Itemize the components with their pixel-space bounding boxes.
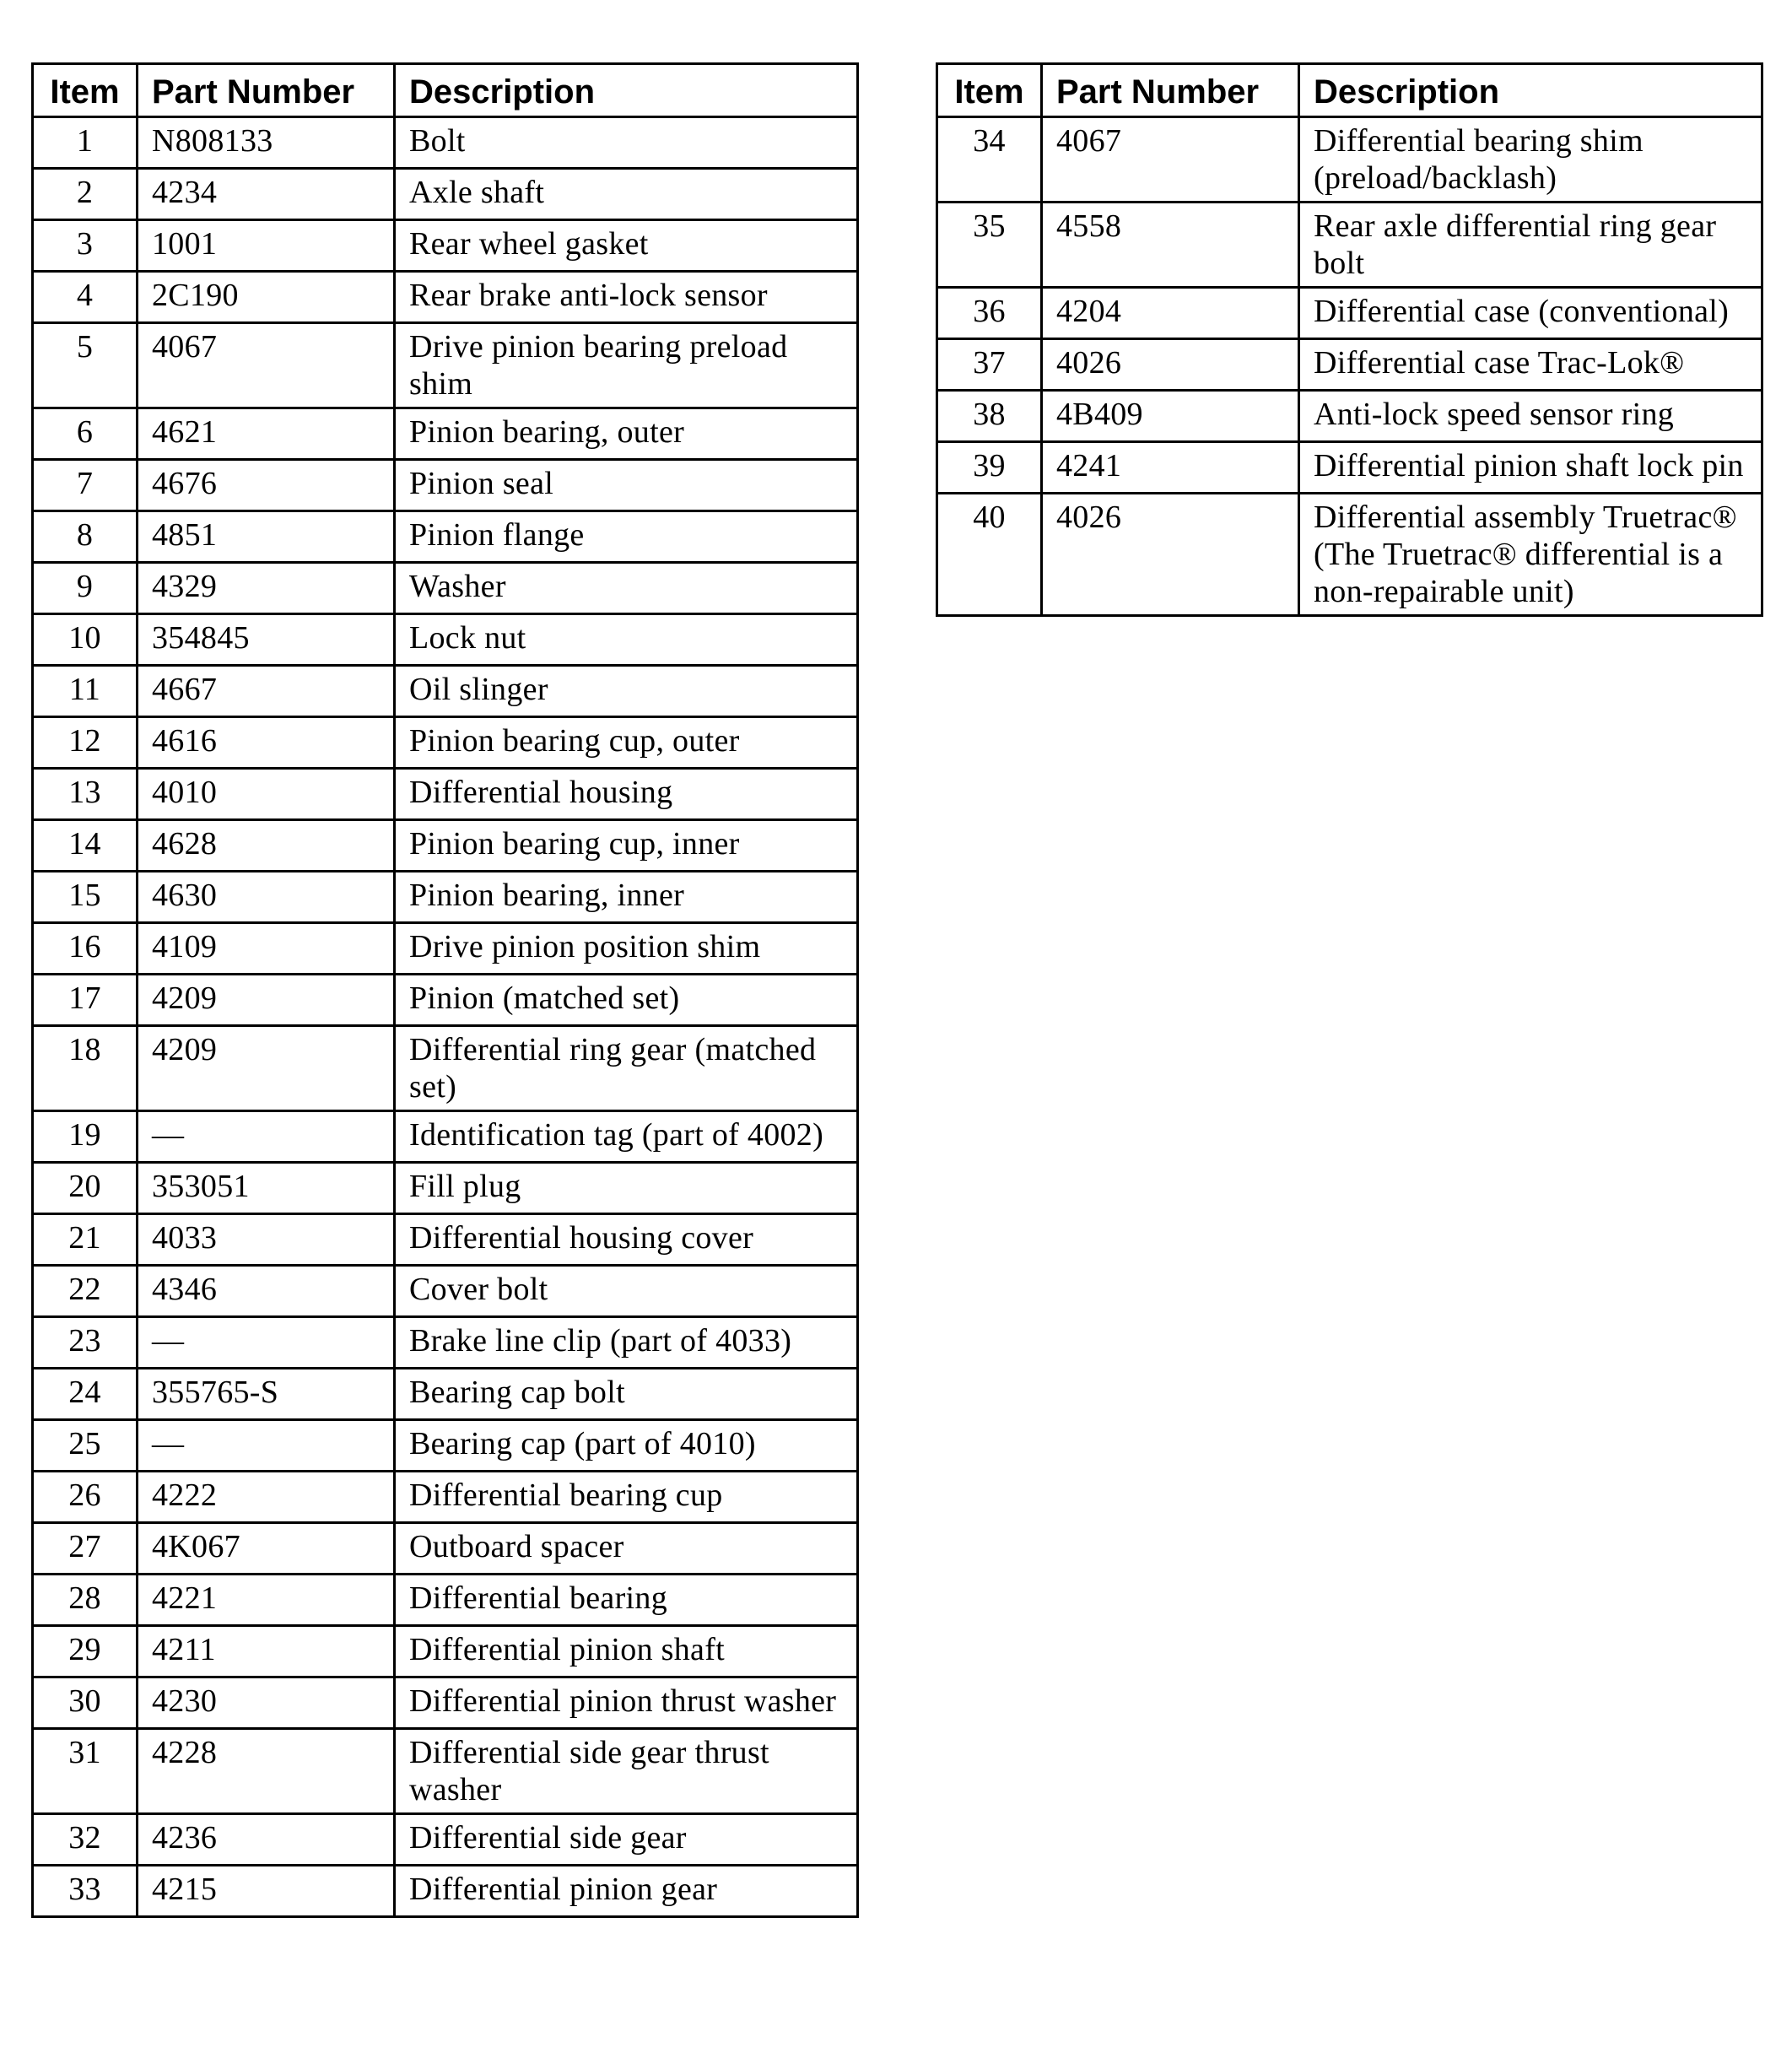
part-number-cell: 4067 — [138, 323, 395, 408]
parts-table-left — [31, 62, 859, 1918]
item-number-cell: 35 — [937, 203, 1042, 288]
part-number-cell: 4221 — [138, 1575, 395, 1626]
table-row — [33, 408, 858, 460]
part-number-cell: 4329 — [138, 563, 395, 614]
item-number-cell: 10 — [33, 614, 138, 666]
description-cell: Outboard spacer — [395, 1523, 858, 1575]
header-description: Description — [1299, 64, 1762, 117]
header-row — [937, 64, 1762, 117]
description-cell: Drive pinion position shim — [395, 923, 858, 975]
part-number-cell: 4228 — [138, 1729, 395, 1814]
item-number-cell: 7 — [33, 460, 138, 511]
item-number-cell: 24 — [33, 1369, 138, 1420]
item-number-cell: 4 — [33, 272, 138, 323]
description-cell: Differential side gear thrust washer — [395, 1729, 858, 1814]
description-cell: Differential pinion shaft lock pin — [1299, 442, 1762, 494]
table-row — [33, 1026, 858, 1111]
part-number-cell: 4B409 — [1042, 391, 1299, 442]
item-number-cell: 14 — [33, 820, 138, 872]
part-number-cell: 4230 — [138, 1677, 395, 1729]
item-number-cell: 6 — [33, 408, 138, 460]
parts-table-left-body — [33, 117, 858, 1917]
description-cell: Differential assembly Truetrac® (The Truetrac® differential is a non-repairable unit) — [1299, 494, 1762, 616]
item-number-cell: 21 — [33, 1214, 138, 1266]
description-cell: Pinion bearing cup, inner — [395, 820, 858, 872]
header-description: Description — [395, 64, 858, 117]
part-number-cell: 4026 — [1042, 339, 1299, 391]
description-cell: Differential housing cover — [395, 1214, 858, 1266]
part-number-cell: 1001 — [138, 220, 395, 272]
item-number-cell: 16 — [33, 923, 138, 975]
description-cell: Pinion seal — [395, 460, 858, 511]
item-number-cell: 25 — [33, 1420, 138, 1472]
item-number-cell: 20 — [33, 1163, 138, 1214]
table-row — [33, 1266, 858, 1317]
part-number-cell: — — [138, 1420, 395, 1472]
item-number-cell: 31 — [33, 1729, 138, 1814]
table-row — [33, 1677, 858, 1729]
part-number-cell: 4209 — [138, 1026, 395, 1111]
item-number-cell: 26 — [33, 1472, 138, 1523]
header-part-number: Part Number — [138, 64, 395, 117]
description-cell: Differential case Trac-Lok® — [1299, 339, 1762, 391]
part-number-cell: 4558 — [1042, 203, 1299, 288]
description-cell: Differential bearing — [395, 1575, 858, 1626]
table-row — [33, 614, 858, 666]
table-row — [33, 1814, 858, 1866]
item-number-cell: 28 — [33, 1575, 138, 1626]
item-number-cell: 18 — [33, 1026, 138, 1111]
part-number-cell: 4241 — [1042, 442, 1299, 494]
table-row — [33, 923, 858, 975]
part-number-cell: 4236 — [138, 1814, 395, 1866]
table-row — [33, 1214, 858, 1266]
table-row — [33, 1163, 858, 1214]
description-cell: Differential pinion gear — [395, 1866, 858, 1917]
description-cell: Differential ring gear (matched set) — [395, 1026, 858, 1111]
table-row — [33, 1866, 858, 1917]
description-cell: Fill plug — [395, 1163, 858, 1214]
table-row — [937, 391, 1762, 442]
description-cell: Anti-lock speed sensor ring — [1299, 391, 1762, 442]
item-number-cell: 37 — [937, 339, 1042, 391]
part-number-cell: 4630 — [138, 872, 395, 923]
table-row — [33, 169, 858, 220]
part-number-cell: 355765-S — [138, 1369, 395, 1420]
item-number-cell: 17 — [33, 975, 138, 1026]
part-number-cell: 4628 — [138, 820, 395, 872]
part-number-cell: 4346 — [138, 1266, 395, 1317]
item-number-cell: 3 — [33, 220, 138, 272]
item-number-cell: 29 — [33, 1626, 138, 1677]
description-cell: Differential side gear — [395, 1814, 858, 1866]
description-cell: Differential pinion thrust washer — [395, 1677, 858, 1729]
table-row — [937, 288, 1762, 339]
item-number-cell: 23 — [33, 1317, 138, 1369]
table-row — [937, 339, 1762, 391]
table-row — [33, 1729, 858, 1814]
header-item: Item — [937, 64, 1042, 117]
table-row — [33, 1575, 858, 1626]
item-number-cell: 9 — [33, 563, 138, 614]
item-number-cell: 36 — [937, 288, 1042, 339]
item-number-cell: 38 — [937, 391, 1042, 442]
table-row — [33, 220, 858, 272]
description-cell: Pinion bearing cup, outer — [395, 717, 858, 769]
part-number-cell: 4616 — [138, 717, 395, 769]
table-row — [33, 1111, 858, 1163]
item-number-cell: 11 — [33, 666, 138, 717]
description-cell: Bearing cap (part of 4010) — [395, 1420, 858, 1472]
part-number-cell: 4209 — [138, 975, 395, 1026]
description-cell: Pinion flange — [395, 511, 858, 563]
description-cell: Oil slinger — [395, 666, 858, 717]
parts-table-right — [936, 62, 1763, 617]
part-number-cell: 4676 — [138, 460, 395, 511]
table-row — [33, 717, 858, 769]
table-row — [33, 975, 858, 1026]
table-row — [33, 323, 858, 408]
table-row — [33, 1626, 858, 1677]
description-cell: Bearing cap bolt — [395, 1369, 858, 1420]
item-number-cell: 22 — [33, 1266, 138, 1317]
item-number-cell: 13 — [33, 769, 138, 820]
part-number-cell: 4621 — [138, 408, 395, 460]
item-number-cell: 8 — [33, 511, 138, 563]
item-number-cell: 39 — [937, 442, 1042, 494]
description-cell: Cover bolt — [395, 1266, 858, 1317]
description-cell: Pinion bearing, outer — [395, 408, 858, 460]
table-row — [937, 203, 1762, 288]
item-number-cell: 33 — [33, 1866, 138, 1917]
part-number-cell: 2C190 — [138, 272, 395, 323]
description-cell: Differential bearing cup — [395, 1472, 858, 1523]
part-number-cell: 4222 — [138, 1472, 395, 1523]
item-number-cell: 27 — [33, 1523, 138, 1575]
part-number-cell: 4851 — [138, 511, 395, 563]
description-cell: Rear wheel gasket — [395, 220, 858, 272]
description-cell: Pinion (matched set) — [395, 975, 858, 1026]
table-row — [33, 272, 858, 323]
table-row — [937, 442, 1762, 494]
part-number-cell: N808133 — [138, 117, 395, 169]
description-cell: Pinion bearing, inner — [395, 872, 858, 923]
part-number-cell: 4033 — [138, 1214, 395, 1266]
description-cell: Brake line clip (part of 4033) — [395, 1317, 858, 1369]
table-row — [33, 820, 858, 872]
table-row — [937, 117, 1762, 203]
part-number-cell: 4204 — [1042, 288, 1299, 339]
part-number-cell: — — [138, 1111, 395, 1163]
description-cell: Differential bearing shim (preload/backlash) — [1299, 117, 1762, 203]
item-number-cell: 5 — [33, 323, 138, 408]
item-number-cell: 15 — [33, 872, 138, 923]
part-number-cell: 4026 — [1042, 494, 1299, 616]
parts-table-right-body — [937, 117, 1762, 616]
table-row — [33, 511, 858, 563]
description-cell: Washer — [395, 563, 858, 614]
description-cell: Drive pinion bearing preload shim — [395, 323, 858, 408]
description-cell: Rear axle differential ring gear bolt — [1299, 203, 1762, 288]
item-number-cell: 2 — [33, 169, 138, 220]
description-cell: Differential housing — [395, 769, 858, 820]
description-cell: Axle shaft — [395, 169, 858, 220]
table-row — [33, 769, 858, 820]
table-row — [33, 1523, 858, 1575]
table-row — [33, 1369, 858, 1420]
part-number-cell: 354845 — [138, 614, 395, 666]
part-number-cell: 4211 — [138, 1626, 395, 1677]
description-cell: Bolt — [395, 117, 858, 169]
description-cell: Differential case (conventional) — [1299, 288, 1762, 339]
table-row — [33, 117, 858, 169]
table-row — [937, 494, 1762, 616]
description-cell: Rear brake anti-lock sensor — [395, 272, 858, 323]
part-number-cell: 4215 — [138, 1866, 395, 1917]
part-number-cell: 4010 — [138, 769, 395, 820]
table-row — [33, 1317, 858, 1369]
description-cell: Identification tag (part of 4002) — [395, 1111, 858, 1163]
table-row — [33, 1472, 858, 1523]
table-row — [33, 1420, 858, 1472]
item-number-cell: 32 — [33, 1814, 138, 1866]
part-number-cell: — — [138, 1317, 395, 1369]
part-number-cell: 4067 — [1042, 117, 1299, 203]
table-row — [33, 563, 858, 614]
part-number-cell: 4K067 — [138, 1523, 395, 1575]
header-item: Item — [33, 64, 138, 117]
table-row — [33, 666, 858, 717]
header-part-number: Part Number — [1042, 64, 1299, 117]
item-number-cell: 12 — [33, 717, 138, 769]
item-number-cell: 30 — [33, 1677, 138, 1729]
part-number-cell: 353051 — [138, 1163, 395, 1214]
table-row — [33, 460, 858, 511]
part-number-cell: 4109 — [138, 923, 395, 975]
part-number-cell: 4234 — [138, 169, 395, 220]
item-number-cell: 19 — [33, 1111, 138, 1163]
description-cell: Differential pinion shaft — [395, 1626, 858, 1677]
item-number-cell: 40 — [937, 494, 1042, 616]
item-number-cell: 34 — [937, 117, 1042, 203]
item-number-cell: 1 — [33, 117, 138, 169]
header-row — [33, 64, 858, 117]
description-cell: Lock nut — [395, 614, 858, 666]
table-row — [33, 872, 858, 923]
part-number-cell: 4667 — [138, 666, 395, 717]
